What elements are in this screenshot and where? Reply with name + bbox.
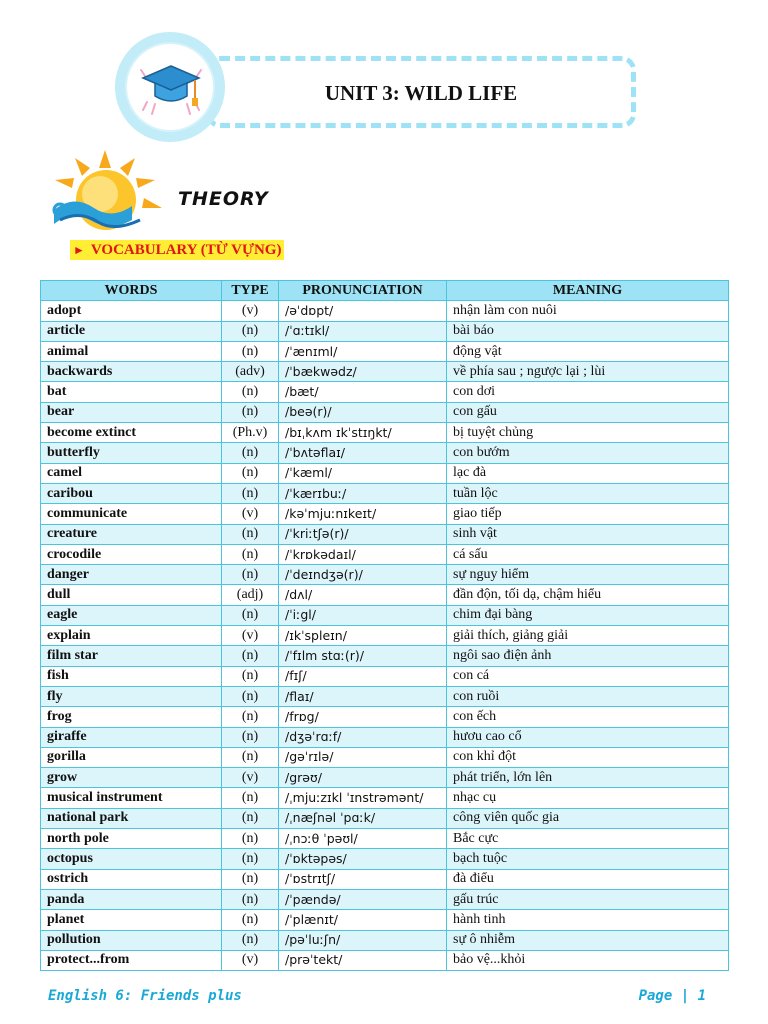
type-cell: (adj): [222, 585, 279, 605]
table-row: [41, 423, 729, 443]
word-cell: crocodile: [41, 544, 222, 564]
pronunciation-cell: /beə(r)/: [279, 402, 447, 422]
type-cell: (adv): [222, 362, 279, 382]
table-row: [41, 747, 729, 767]
table-row: [41, 301, 729, 321]
graduation-cap-icon: [139, 56, 203, 120]
word-cell: adopt: [41, 301, 222, 321]
word-cell: frog: [41, 707, 222, 727]
meaning-cell: bảo vệ...khỏi: [447, 950, 729, 970]
type-cell: (v): [222, 504, 279, 524]
meaning-cell: bạch tuộc: [447, 849, 729, 869]
table-row: [41, 544, 729, 564]
pronunciation-cell: /bɪˌkʌm ɪkˈstɪŋkt/: [279, 423, 447, 443]
table-row: [41, 402, 729, 422]
meaning-cell: con ruồi: [447, 686, 729, 706]
table-row: [41, 626, 729, 646]
table-row: [41, 788, 729, 808]
pronunciation-cell: /ˈiːgl/: [279, 605, 447, 625]
table-row: [41, 930, 729, 950]
table-row: [41, 646, 729, 666]
pronunciation-cell: /ˈɑːtɪkl/: [279, 321, 447, 341]
table-row: [41, 889, 729, 909]
type-cell: (n): [222, 565, 279, 585]
word-cell: eagle: [41, 605, 222, 625]
word-cell: protect...from: [41, 950, 222, 970]
unit-banner: [206, 56, 636, 128]
pronunciation-cell: /ˈɒktəpəs/: [279, 849, 447, 869]
table-row: [41, 808, 729, 828]
meaning-cell: tuần lộc: [447, 483, 729, 503]
table-row: [41, 463, 729, 483]
type-cell: (v): [222, 768, 279, 788]
pronunciation-cell: /ˈkriːtʃə(r)/: [279, 524, 447, 544]
meaning-cell: sự nguy hiểm: [447, 565, 729, 585]
badge-inner: [125, 42, 215, 132]
word-cell: bat: [41, 382, 222, 402]
meaning-cell: con gấu: [447, 402, 729, 422]
table-row: [41, 341, 729, 361]
word-cell: danger: [41, 565, 222, 585]
pronunciation-cell: /ˈplænɪt/: [279, 910, 447, 930]
table-row: [41, 504, 729, 524]
word-cell: become extinct: [41, 423, 222, 443]
word-cell: national park: [41, 808, 222, 828]
meaning-cell: con cá: [447, 666, 729, 686]
meaning-cell: bài báo: [447, 321, 729, 341]
word-cell: dull: [41, 585, 222, 605]
type-cell: (v): [222, 626, 279, 646]
word-cell: giraffe: [41, 727, 222, 747]
meaning-cell: sự ô nhiễm: [447, 930, 729, 950]
meaning-cell: công viên quốc gia: [447, 808, 729, 828]
meaning-cell: con khỉ đột: [447, 747, 729, 767]
pronunciation-cell: /ˈɒstrɪtʃ/: [279, 869, 447, 889]
sun-icon: [50, 150, 170, 235]
table-row: [41, 666, 729, 686]
pronunciation-cell: /ˈkrɒkədaɪl/: [279, 544, 447, 564]
word-cell: octopus: [41, 849, 222, 869]
badge-circle: [115, 32, 225, 142]
type-cell: (n): [222, 788, 279, 808]
meaning-cell: nhận làm con nuôi: [447, 301, 729, 321]
meaning-cell: đần độn, tối dạ, chậm hiểu: [447, 585, 729, 605]
table-row: [41, 829, 729, 849]
word-cell: creature: [41, 524, 222, 544]
arrow-right-icon: ►: [73, 243, 85, 257]
table-row: [41, 686, 729, 706]
pronunciation-cell: /ˈdeɪndʒə(r)/: [279, 565, 447, 585]
table-row: [41, 768, 729, 788]
table-row: [41, 483, 729, 503]
vocabulary-heading: [70, 240, 284, 260]
table-row: [41, 849, 729, 869]
table-row: [41, 707, 729, 727]
table-row: [41, 382, 729, 402]
pronunciation-cell: /dʌl/: [279, 585, 447, 605]
word-cell: camel: [41, 463, 222, 483]
footer-page-number: Page | 1: [638, 988, 706, 1004]
meaning-cell: cá sấu: [447, 544, 729, 564]
meaning-cell: sinh vật: [447, 524, 729, 544]
pronunciation-cell: /ˌmjuːzɪkl ˈɪnstrəmənt/: [279, 788, 447, 808]
type-cell: (n): [222, 483, 279, 503]
pronunciation-cell: /ˈkæml/: [279, 463, 447, 483]
pronunciation-cell: /əˈdɒpt/: [279, 301, 447, 321]
meaning-cell: chim đại bàng: [447, 605, 729, 625]
type-cell: (n): [222, 686, 279, 706]
type-cell: (n): [222, 402, 279, 422]
theory-label: THEORY: [178, 188, 269, 210]
word-cell: explain: [41, 626, 222, 646]
type-cell: (n): [222, 666, 279, 686]
type-cell: (n): [222, 910, 279, 930]
word-cell: butterfly: [41, 443, 222, 463]
type-cell: (n): [222, 889, 279, 909]
table-row: [41, 321, 729, 341]
word-cell: gorilla: [41, 747, 222, 767]
meaning-cell: bị tuyệt chủng: [447, 423, 729, 443]
word-cell: fly: [41, 686, 222, 706]
meaning-cell: lạc đà: [447, 463, 729, 483]
meaning-cell: giải thích, giảng giải: [447, 626, 729, 646]
word-cell: animal: [41, 341, 222, 361]
word-cell: planet: [41, 910, 222, 930]
table-row: [41, 524, 729, 544]
word-cell: article: [41, 321, 222, 341]
meaning-cell: ngôi sao điện ảnh: [447, 646, 729, 666]
type-cell: (v): [222, 950, 279, 970]
type-cell: (n): [222, 869, 279, 889]
pronunciation-cell: /ˈbʌtəflaɪ/: [279, 443, 447, 463]
vocabulary-table: [40, 280, 729, 971]
unit-title: UNIT 3: WILD LIFE: [324, 81, 518, 105]
meaning-cell: con ếch: [447, 707, 729, 727]
pronunciation-cell: /ˈbækwədz/: [279, 362, 447, 382]
column-header-meaning: MEANING: [447, 281, 729, 301]
word-cell: ostrich: [41, 869, 222, 889]
meaning-cell: giao tiếp: [447, 504, 729, 524]
type-cell: (n): [222, 443, 279, 463]
word-cell: pollution: [41, 930, 222, 950]
type-cell: (n): [222, 544, 279, 564]
meaning-cell: hành tinh: [447, 910, 729, 930]
pronunciation-cell: /dʒəˈrɑːf/: [279, 727, 447, 747]
word-cell: caribou: [41, 483, 222, 503]
footer-book-title: English 6: Friends plus: [48, 988, 242, 1004]
word-cell: musical instrument: [41, 788, 222, 808]
type-cell: (n): [222, 808, 279, 828]
type-cell: (n): [222, 463, 279, 483]
type-cell: (n): [222, 341, 279, 361]
column-header-words: WORDS: [41, 281, 222, 301]
pronunciation-cell: /ɪkˈspleɪn/: [279, 626, 447, 646]
pronunciation-cell: /fɪʃ/: [279, 666, 447, 686]
pronunciation-cell: /grəʊ/: [279, 768, 447, 788]
meaning-cell: con bướm: [447, 443, 729, 463]
pronunciation-cell: /bæt/: [279, 382, 447, 402]
pronunciation-cell: /pəˈluːʃn/: [279, 930, 447, 950]
meaning-cell: đà điểu: [447, 869, 729, 889]
table-row: [41, 362, 729, 382]
type-cell: (n): [222, 646, 279, 666]
pronunciation-cell: /gəˈrɪlə/: [279, 747, 447, 767]
meaning-cell: động vật: [447, 341, 729, 361]
word-cell: communicate: [41, 504, 222, 524]
type-cell: (n): [222, 382, 279, 402]
word-cell: film star: [41, 646, 222, 666]
word-cell: backwards: [41, 362, 222, 382]
word-cell: grow: [41, 768, 222, 788]
table-row: [41, 443, 729, 463]
type-cell: (n): [222, 524, 279, 544]
pronunciation-cell: /ˌnæʃnəl ˈpɑːk/: [279, 808, 447, 828]
meaning-cell: về phía sau ; ngược lại ; lùi: [447, 362, 729, 382]
pronunciation-cell: /ˌnɔːθ ˈpəʊl/: [279, 829, 447, 849]
table-row: [41, 910, 729, 930]
pronunciation-cell: /prəˈtekt/: [279, 950, 447, 970]
type-cell: (n): [222, 707, 279, 727]
meaning-cell: gấu trúc: [447, 889, 729, 909]
pronunciation-cell: /kəˈmjuːnɪkeɪt/: [279, 504, 447, 524]
table-row: [41, 950, 729, 970]
table-row: [41, 585, 729, 605]
meaning-cell: phát triển, lớn lên: [447, 768, 729, 788]
table-row: [41, 565, 729, 585]
table-row: [41, 727, 729, 747]
word-cell: bear: [41, 402, 222, 422]
column-header-pronunciation: PRONUNCIATION: [279, 281, 447, 301]
meaning-cell: Bắc cực: [447, 829, 729, 849]
type-cell: (n): [222, 849, 279, 869]
word-cell: panda: [41, 889, 222, 909]
word-cell: north pole: [41, 829, 222, 849]
table-row: [41, 869, 729, 889]
meaning-cell: con dơi: [447, 382, 729, 402]
pronunciation-cell: /ˈænɪml/: [279, 341, 447, 361]
meaning-cell: hươu cao cổ: [447, 727, 729, 747]
type-cell: (n): [222, 727, 279, 747]
type-cell: (n): [222, 829, 279, 849]
column-header-type: TYPE: [222, 281, 279, 301]
meaning-cell: nhạc cụ: [447, 788, 729, 808]
type-cell: (v): [222, 301, 279, 321]
type-cell: (n): [222, 321, 279, 341]
type-cell: (n): [222, 930, 279, 950]
pronunciation-cell: /frɒg/: [279, 707, 447, 727]
type-cell: (n): [222, 747, 279, 767]
pronunciation-cell: /ˈpændə/: [279, 889, 447, 909]
pronunciation-cell: /ˈfɪlm stɑː(r)/: [279, 646, 447, 666]
pronunciation-cell: /flaɪ/: [279, 686, 447, 706]
vocabulary-heading-text: VOCABULARY (TỪ VỰNG): [90, 242, 282, 258]
type-cell: (Ph.v): [222, 423, 279, 443]
type-cell: (n): [222, 605, 279, 625]
word-cell: fish: [41, 666, 222, 686]
table-row: [41, 605, 729, 625]
pronunciation-cell: /ˈkærɪbuː/: [279, 483, 447, 503]
table-header-row: [41, 281, 729, 301]
